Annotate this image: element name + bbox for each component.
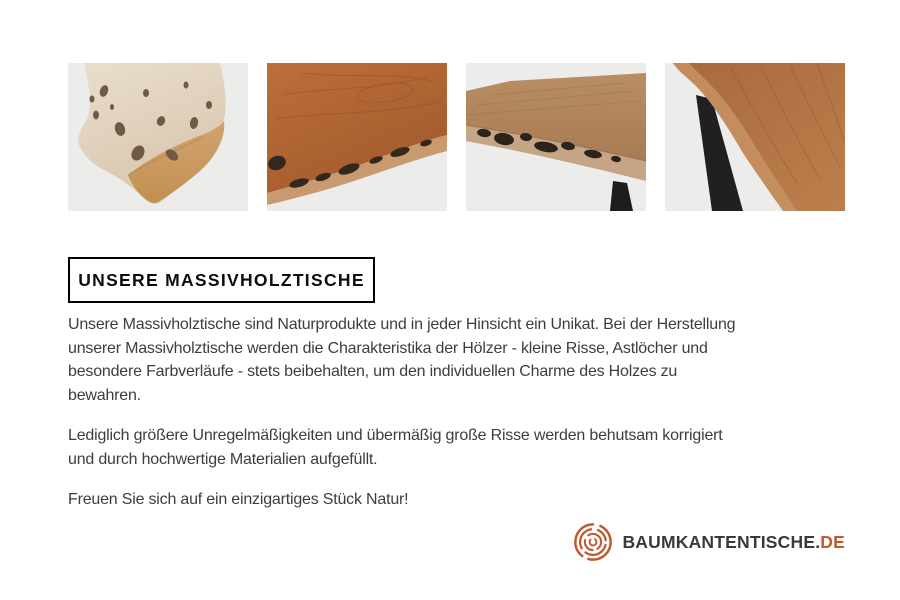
section-title: UNSERE MASSIVHOLZTISCHE xyxy=(78,269,365,290)
brand-name: BAUMKANTENTISCHE. xyxy=(622,531,821,552)
brand-tld: DE xyxy=(820,531,845,552)
pale-wood-corner-illustration xyxy=(68,63,248,211)
product-gallery xyxy=(68,63,845,211)
paragraph-line: bewahren. xyxy=(68,386,141,404)
gallery-image-pale-wood-corner xyxy=(68,63,248,211)
tree-rings-icon xyxy=(572,521,614,563)
paragraph-line: Freuen Sie sich auf ein einzigartiges Stück Natur! xyxy=(68,491,409,508)
table-leg-shape xyxy=(610,181,633,211)
tabletop-knotholes-illustration xyxy=(466,63,646,211)
orange-plank-illustration xyxy=(267,63,447,211)
body-copy xyxy=(68,313,848,529)
paragraph-2 xyxy=(68,424,848,471)
paragraph-line: unserer Massivholztische werden die Charakteristika der Hölzer - kleine Risse, Astlöcher und xyxy=(68,339,708,357)
paragraph-3 xyxy=(68,488,848,512)
paragraph-line: und durch hochwertige Materialien aufgefüllt. xyxy=(68,450,378,468)
paragraph-line: Lediglich größere Unregelmäßigkeiten und übermäßig große Risse werden behutsam korrigiert xyxy=(68,427,723,444)
gallery-image-orange-plank-edge xyxy=(267,63,447,211)
gallery-image-tabletop-knotholes xyxy=(466,63,646,211)
paragraph-1 xyxy=(68,313,848,407)
section-heading-box xyxy=(68,257,375,303)
slab-corner-leg-illustration xyxy=(665,63,845,211)
brand-wordmark xyxy=(622,532,845,553)
paragraph-line: Unsere Massivholztische sind Naturprodukte und in jeder Hinsicht ein Unikat. Bei der Herstellung xyxy=(68,316,736,333)
brand-logo[interactable] xyxy=(572,521,845,563)
paragraph-line: besondere Farbverläufe - stets beibehalten, um den individuellen Charme des Holzes zu xyxy=(68,363,678,380)
gallery-image-slab-corner-leg xyxy=(665,63,845,211)
